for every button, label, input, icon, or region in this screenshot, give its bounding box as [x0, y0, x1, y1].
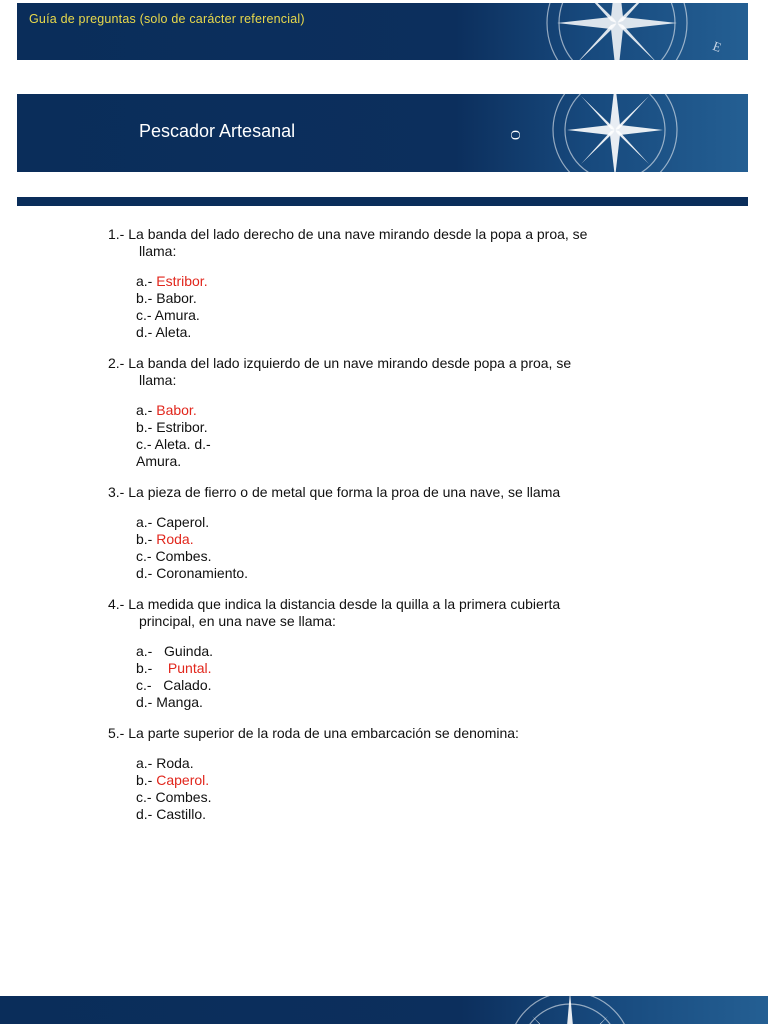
answer-option — [136, 772, 668, 789]
option-letter: a.- — [136, 273, 157, 289]
option-text: Caperol. — [156, 514, 210, 530]
answer-option — [136, 514, 668, 531]
question-5 — [108, 725, 668, 823]
answer-option — [136, 531, 668, 548]
answer-option — [136, 273, 668, 290]
option-letter: d.- — [136, 324, 156, 340]
option-text: Calado. — [163, 677, 212, 693]
footer-band — [0, 996, 768, 1024]
option-text: Castillo. — [156, 806, 207, 822]
answer-options — [108, 643, 668, 711]
option-letter: d.- — [136, 694, 157, 710]
guide-caption: Guía de preguntas (solo de carácter referencial) — [29, 12, 305, 26]
option-letter: c.- — [136, 436, 155, 452]
correct-answer-text: Estribor. — [156, 273, 208, 289]
answer-option — [136, 290, 668, 307]
answer-option — [136, 677, 668, 694]
option-text: Combes. — [155, 548, 212, 564]
option-text: Amura. — [136, 453, 182, 469]
compass-rose-icon — [470, 996, 670, 1024]
answer-option — [136, 453, 668, 470]
question-text-continuation: llama: — [139, 243, 177, 259]
option-letter: a.- — [136, 402, 157, 418]
option-letter: c.- — [136, 677, 164, 693]
question-text: 2.- La banda del lado izquierdo de un nave mirando desde popa a proa, se — [108, 355, 572, 371]
compass-west-label: O — [507, 129, 523, 141]
question-4 — [108, 596, 668, 711]
compass-east-label: E — [710, 38, 724, 55]
question-text: 4.- La medida que indica la distancia desde la quilla a la primera cubierta — [108, 596, 561, 612]
option-letter: a.- — [136, 755, 157, 771]
option-letter: c.- — [136, 307, 155, 323]
option-letter: b.- — [136, 290, 157, 306]
answer-option — [136, 789, 668, 806]
answer-option — [136, 694, 668, 711]
option-text: Estribor. — [156, 419, 208, 435]
guide-header-band — [17, 3, 748, 60]
option-text: Babor. — [156, 290, 197, 306]
answer-option — [136, 755, 668, 772]
answer-options — [108, 514, 668, 582]
page-title: Pescador Artesanal — [139, 121, 296, 141]
option-text: Manga. — [156, 694, 203, 710]
question-text: 1.- La banda del lado derecho de una nave mirando desde la popa a proa, se — [108, 226, 588, 242]
answer-option — [136, 324, 668, 341]
question-text-continuation: principal, en una nave se llama: — [139, 613, 336, 629]
option-letter: d.- — [136, 565, 157, 581]
answer-option — [136, 806, 668, 823]
header-rule — [17, 197, 748, 206]
correct-answer-text: Puntal. — [167, 660, 212, 676]
answer-option — [136, 660, 668, 677]
question-2 — [108, 355, 668, 470]
answer-option — [136, 419, 668, 436]
answer-option — [136, 436, 668, 453]
option-text: Roda. — [156, 755, 194, 771]
option-letter: b.- — [136, 660, 168, 676]
question-text: 5.- La parte superior de la roda de una embarcación se denomina: — [108, 725, 519, 741]
option-letter: a.- — [136, 514, 157, 530]
option-text: Coronamiento. — [156, 565, 249, 581]
correct-answer-text: Caperol. — [156, 772, 210, 788]
answer-option — [136, 565, 668, 582]
question-1 — [108, 226, 668, 341]
option-letter: c.- — [136, 548, 156, 564]
answer-options — [108, 755, 668, 823]
answer-option — [136, 402, 668, 419]
question-text-continuation: llama: — [139, 372, 177, 388]
option-letter: d.- — [136, 806, 157, 822]
compass-rose-icon — [517, 3, 717, 60]
option-letter: b.- — [136, 531, 157, 547]
title-band — [17, 94, 748, 172]
question-list — [108, 226, 668, 837]
option-letter: c.- — [136, 789, 156, 805]
option-text: Guinda. — [164, 643, 214, 659]
answer-option — [136, 548, 668, 565]
question-3 — [108, 484, 668, 582]
option-text: Aleta. — [155, 324, 192, 340]
option-text: Amura. — [154, 307, 200, 323]
question-text: 3.- La pieza de fierro o de metal que forma la proa de una nave, se llama — [108, 484, 561, 500]
answer-options — [108, 402, 668, 470]
option-letter: b.- — [136, 419, 157, 435]
compass-rose-icon — [525, 94, 705, 172]
option-letter: b.- — [136, 772, 157, 788]
option-letter: a.- — [136, 643, 165, 659]
option-text: Aleta. d.- — [154, 436, 211, 452]
correct-answer-text: Roda. — [156, 531, 194, 547]
answer-option — [136, 307, 668, 324]
correct-answer-text: Babor. — [156, 402, 197, 418]
answer-options — [108, 273, 668, 341]
answer-option — [136, 643, 668, 660]
option-text: Combes. — [155, 789, 212, 805]
